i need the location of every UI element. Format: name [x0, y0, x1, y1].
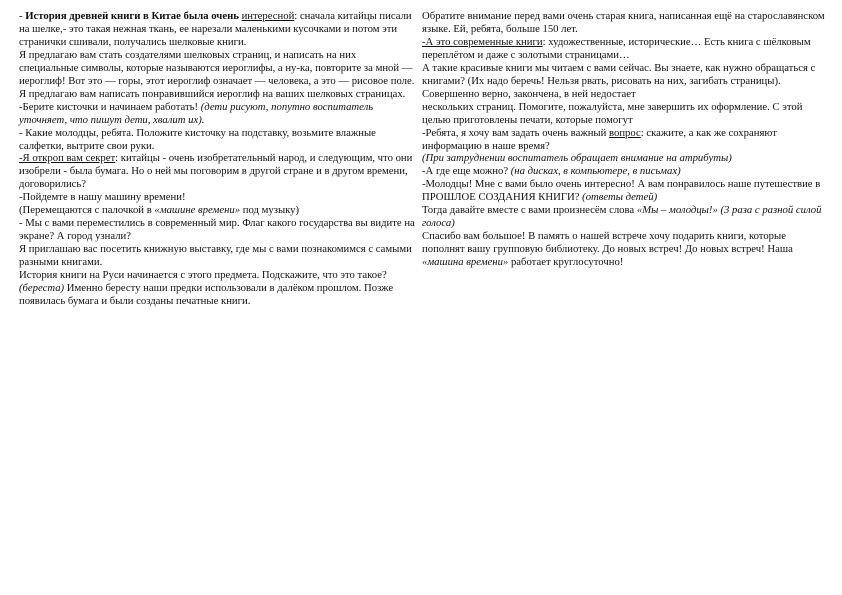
paragraph: -Берите кисточки и начинаем работать! (дети рисуют, попутно воспитатель уточняет, что пишут дети, хвалит их).: [19, 100, 376, 126]
paragraph: -Ребята, я хочу вам задать очень важный вопрос: скажите, а как же сохраняют информацию в наше время?: [422, 126, 780, 152]
paragraph: -Я откроп вам секрет: китайцы - очень изобретательный народ, и следующим, что они изобрели - была бумага. Но о ней мы поговорим в другой стране и в другом времени, договорились?: [19, 152, 416, 191]
left-text-column: [19, 10, 416, 308]
paragraph: Я приглашаю вас посетить книжную выставку, где мы с вами познакомимся с самыми разными книгами.: [19, 243, 415, 269]
paragraph: - Мы с вами переместились в современный мир. Флаг какого государства вы видите на экране? А город узнали?: [19, 217, 418, 243]
paragraph: Тогда давайте вместе с вами произнесём слова «Мы – молодцы!» (3 раза с разной силой голоса): [422, 204, 825, 230]
paragraph: - Какие молодцы, ребята. Положите кисточку на подставку, возьмите влажные салфетки, вытрите свои руки.: [19, 126, 379, 152]
paragraph: Я предлагаю вам стать создателями шелковых страниц, и написать на них специальные символы, которые называются иероглифы, а ну-ка, повторите за мной — иероглиф! Вот это — горы, этот иероглиф означает — человека, а это — рисовое поле.: [19, 48, 416, 87]
paragraph: Я предлагаю вам написать понравившийся иероглиф на ваших шелковых страницах.: [19, 87, 406, 100]
paragraph: (При затруднении воспитатель обращает внимание на атрибуты): [422, 152, 732, 165]
paragraph: А такие красивые книги мы читаем с вами сейчас. Вы знаете, как нужно обращаться с книгами? (Их надо беречь! Нельзя рвать, рисовать на них, загибать страницы).: [422, 61, 818, 87]
paragraph: Обратите внимание перед вами очень старая книга, написанная ещё на старославянском языке. Ей, ребята, больше 150 лет.: [422, 10, 828, 35]
paragraph: -А это современные книги: художественные, исторические… Есть книга с шёлковым переплётом и даже с золотыми страницами…: [422, 35, 814, 61]
paragraph: Спасибо вам большое! В память о нашей встрече хочу подарить книги, которые пополнят вашу групповую библиотеку. До новых встреч! До новых встреч! Наша «машина времени» работает круглосуточно!: [422, 230, 796, 269]
paragraph: -Молодцы! Мне с вами было очень интересно! А вам понравилось наше путешествие в ПРОШЛОЕ СОЗДАНИЯ КНИГИ? (ответы детей): [422, 178, 823, 204]
paragraph: История книги на Руси начинается с этого предмета. Подскажите, что это такое? (береста) Именно бересту наши предки использовали в далёком прошлом. Позже появилась бумага и были созданы печатные книги.: [19, 269, 396, 307]
paragraph: -Пойдемте в нашу машину времени!: [19, 191, 186, 204]
paragraph: Совершенно верно, закончена, в ней недостает: [422, 87, 636, 100]
paragraph: -А где еще можно? (на дисках, в компьютере, в письмах): [422, 165, 681, 178]
paragraph: - История древней книги в Китае была очень интересной: сначала китайцы писали на шелке,- это такая нежная ткань, ее нарезали маленькими кусочками и потом эти странички сшивали, получались шелковые книги.: [19, 10, 415, 48]
right-text-column: [422, 10, 826, 269]
paragraph: (Перемещаются с палочкой в «машине времени» под музыку): [19, 204, 300, 217]
paragraph: нескольких страниц. Помогите, пожалуйста, мне завершить их оформление. С этой целью приготовлены печати, которые помогут: [422, 100, 806, 126]
